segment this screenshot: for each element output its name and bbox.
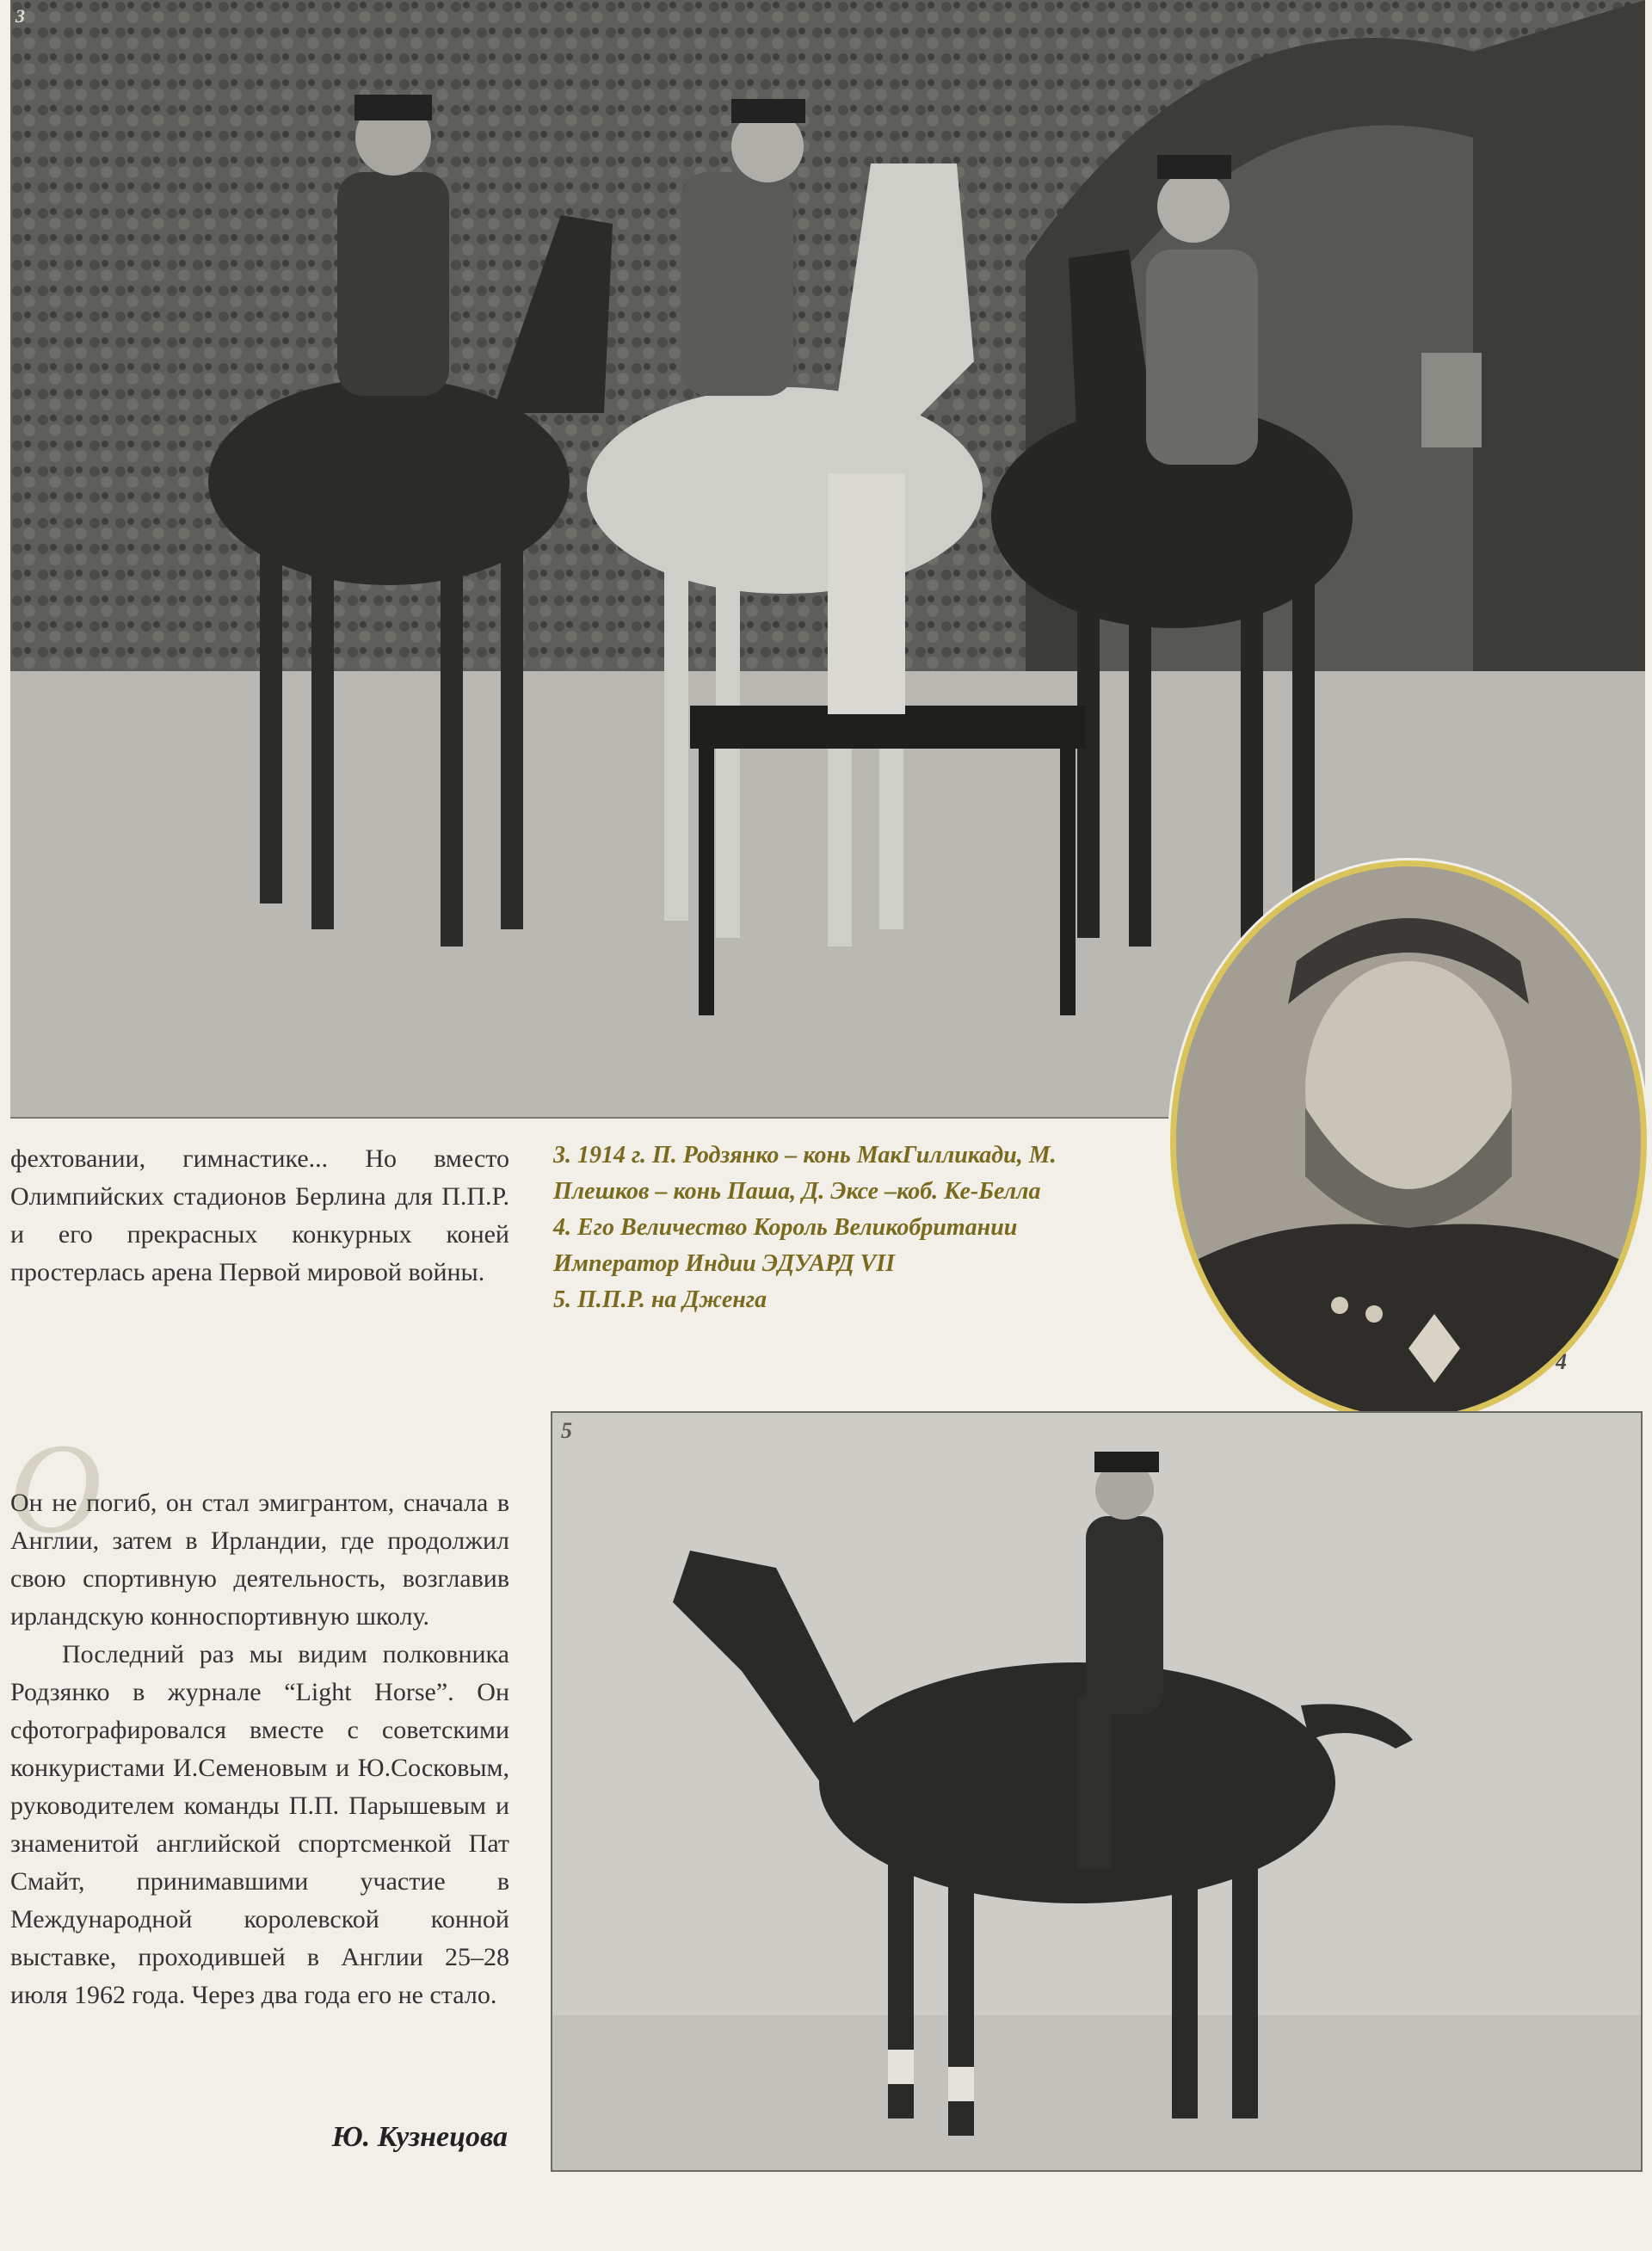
photo-number-4: 4: [1556, 1349, 1567, 1374]
photo-number-3: 3: [15, 5, 25, 27]
drop-cap: О: [9, 1417, 102, 1560]
caption-5: 5. П.П.Р. на Дженга: [553, 1286, 767, 1313]
paragraph-2: Последний раз мы видим полковника Родзянко в журнале “Light Horse”. Он сфотографировался вместе с советскими конкуристами И.Семеновым и Ю.Сосковым, руководителем команды П.П. Парышевым и знаменитой английской спортсменкой Пат Смайт, принимавшими участие в Международной королевской конной выставке, проходившей в Англии 25–28 июля 1962 года. Через два года его не стало.: [10, 1640, 509, 2009]
photo-rider-horse-icon: [552, 1413, 1641, 2170]
photo-captions: [553, 1138, 1147, 1318]
photo-rider-horse: [551, 1411, 1643, 2172]
article-text-top: фехтовании, гимнастике... Но вместо Олимпийских стадионов Берлина для П.П.Р. и его прекрасных конкурных коней простерлась арена Первой мировой войны.: [10, 1144, 509, 1286]
paragraph-1: Он не погиб, он стал эмигрантом, сначала в Англии, затем в Ирландии, где продолжил свою спортивную деятельность, возглавив ирландскую конноспортивную школу.: [10, 1489, 509, 1631]
caption-3: 3. 1914 г. П. Родзянко – конь МакГилликади, М. Плешков – конь Паша, Д. Эксе –коб. Ке-Белла: [553, 1142, 1057, 1205]
article-text-bottom: [10, 1484, 509, 2014]
caption-4: 4. Его Величество Король Великобритании Император Индии ЭДУАРД VII: [553, 1214, 1018, 1277]
photo-number-5: 5: [561, 1418, 572, 1443]
author-signature: Ю. Кузнецова: [331, 2121, 508, 2153]
portrait-oval: [1170, 860, 1647, 1423]
portrait-edward-vii-icon: [1176, 866, 1641, 1417]
